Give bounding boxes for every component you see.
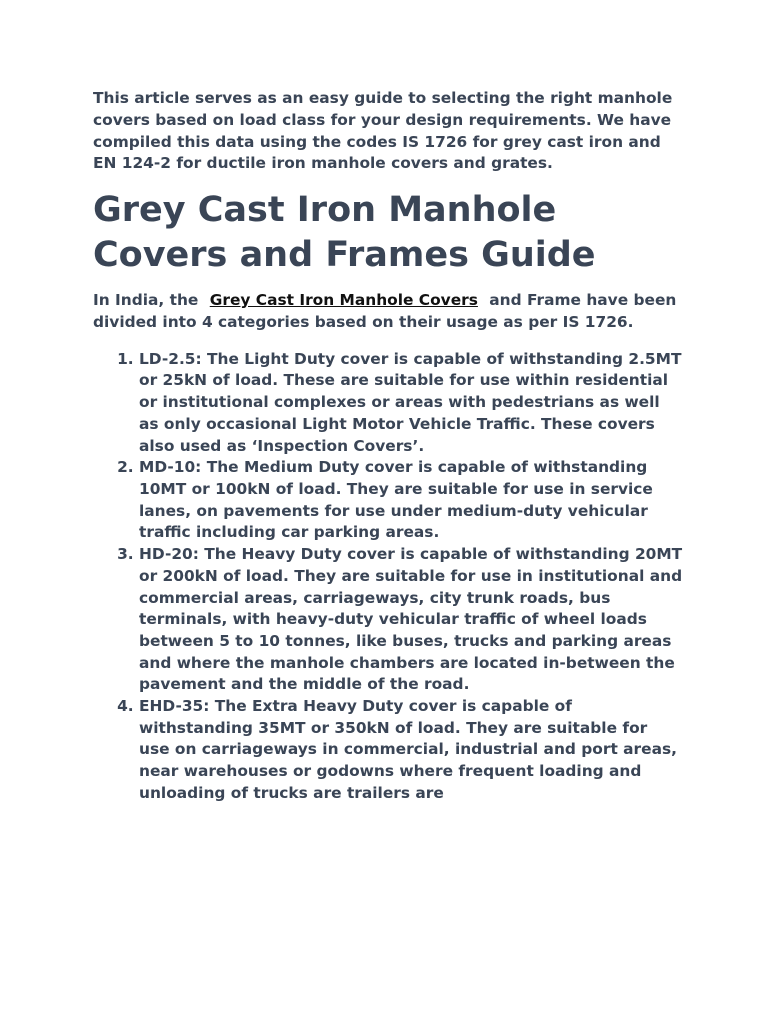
section-heading: Grey Cast Iron Manhole Covers and Frames Guide	[93, 190, 596, 276]
lead-prefix: In India, the	[93, 291, 199, 310]
document-page	[93, 88, 683, 805]
list-item-md-10: 2. MD-10: The Medium Duty cover is capable of withstanding 10MT or 100kN of load. They are suitable for use in service lanes, on pavements for use under medium-duty vehicular traffic including car parking areas.	[139, 457, 683, 544]
list-item-ehd-35: 4. EHD-35: The Extra Heavy Duty cover is capable of withstanding 35MT or 350kN of load. They are suitable for use on carriageways in commercial, industrial and port areas, near warehouses or godowns where frequent loading and unloading of trucks are trailers are	[139, 696, 683, 805]
list-item-hd-20: 3. HD-20: The Heavy Duty cover is capable of withstanding 20MT or 200kN of load. They are suitable for use in institutional and commercial areas, carriageways, city trunk roads, bus terminals, with heavy-duty vehicular traffic of wheel loads between 5 to 10 tonnes, like buses, trucks and parking areas and where the manhole chambers are located in-between the pavement and the middle of the road.	[139, 544, 683, 696]
grey-cast-iron-covers-link[interactable]: Grey Cast Iron Manhole Covers	[209, 291, 478, 310]
list-item-ld-2-5: 1. LD-2.5: The Light Duty cover is capable of withstanding 2.5MT or 25kN of load. These are suitable for use within residential or institutional complexes or areas with pedestrians as well as only occasional Light Motor Vehicle Traffic. These covers also used as ‘Inspection Covers’.	[139, 349, 683, 458]
lead-paragraph	[93, 290, 683, 334]
lead-suffix: and Frame have been divided into 4 categories based on their usage as per IS 1726.	[93, 291, 677, 331]
load-class-list	[93, 349, 683, 805]
intro-paragraph: This article serves as an easy guide to selecting the right manhole covers based on load class for your design requirements. We have compiled this data using the codes IS 1726 for grey cast iron and EN 124-2 for ductile iron manhole covers and grates.	[93, 89, 673, 173]
